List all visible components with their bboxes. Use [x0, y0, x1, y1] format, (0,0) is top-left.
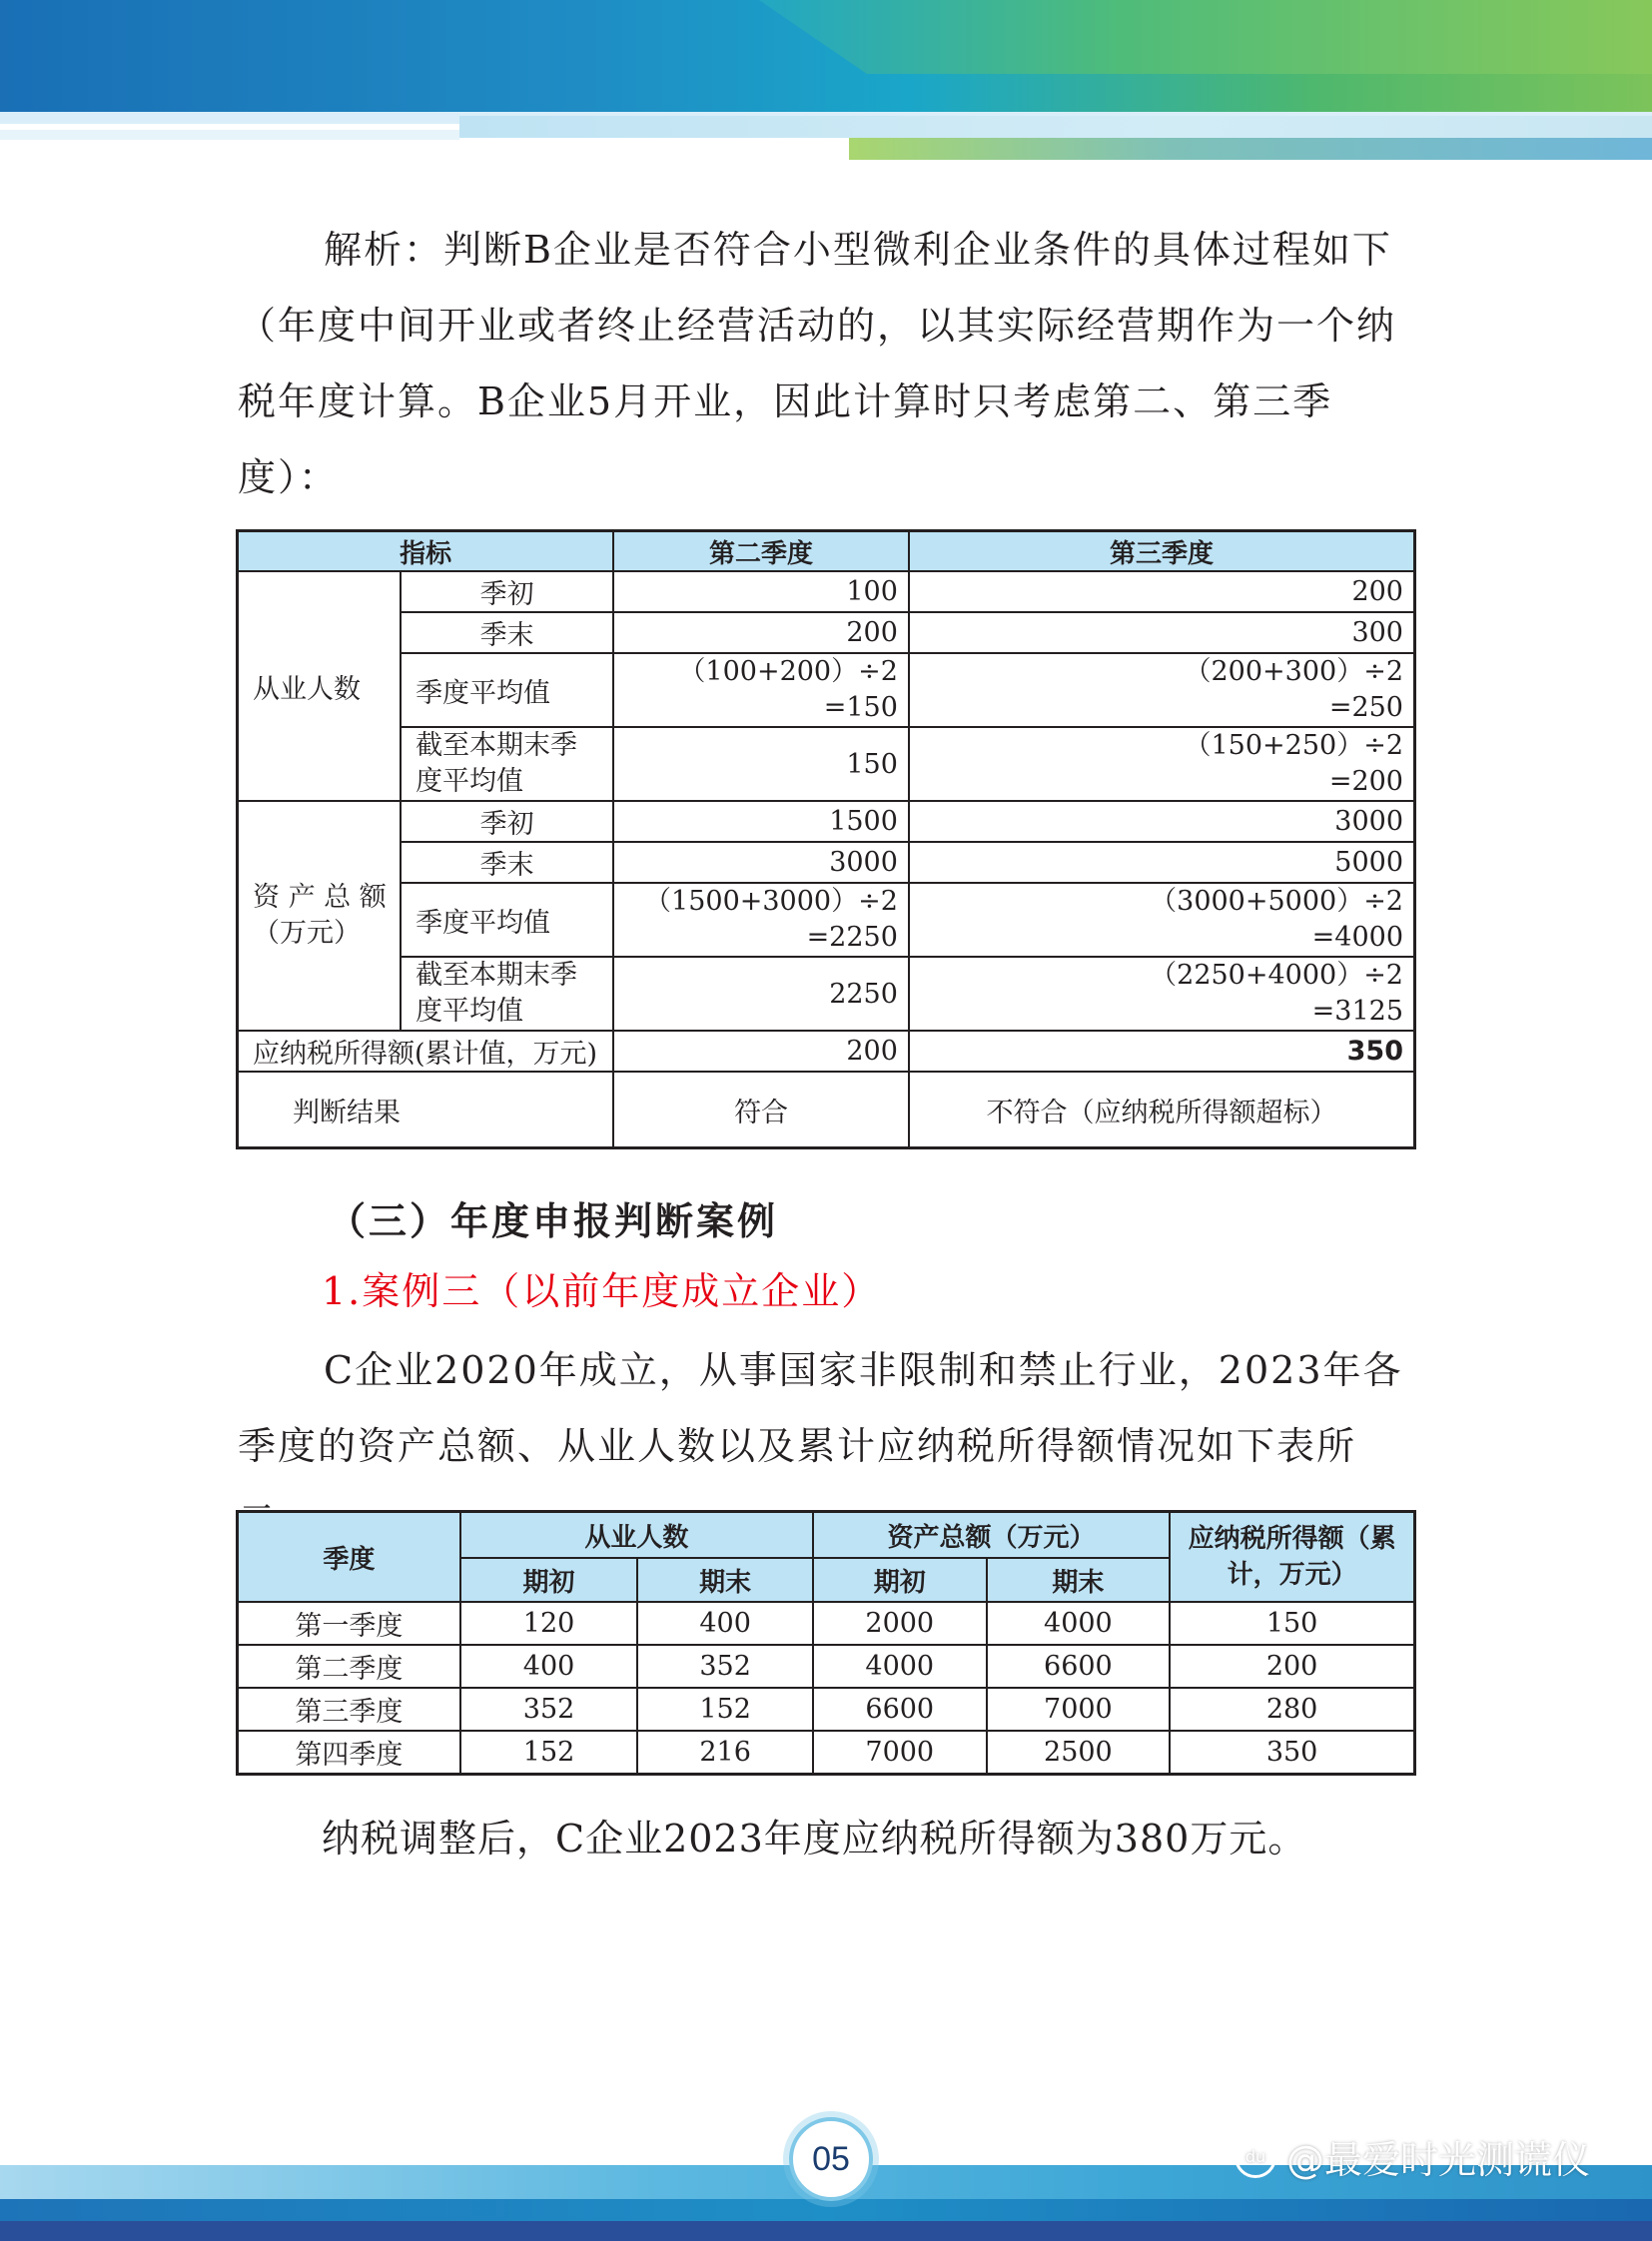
cell-value: 不符合（应纳税所得额超标）: [909, 1072, 1415, 1148]
cell-value: 200: [613, 612, 909, 653]
table-row: [238, 1731, 1415, 1775]
b-company-table: [236, 529, 1416, 1149]
cell-line: =150: [823, 692, 898, 723]
col-header-q3: 第三季度: [909, 531, 1415, 572]
cell-value: [613, 883, 909, 957]
table-header-row: [238, 1512, 1415, 1559]
cell-value: 7000: [987, 1688, 1171, 1731]
cell-value: 6600: [813, 1688, 987, 1731]
col-header-indicator: 指标: [238, 531, 614, 572]
col-header-begin: 期初: [460, 1558, 638, 1602]
cell-value: 152: [637, 1688, 813, 1731]
table-row: [238, 957, 1415, 1031]
group-employees: 从业人数: [238, 571, 402, 801]
header-green-wedge: [759, 0, 1652, 74]
table-header-row: [238, 531, 1415, 572]
closing-paragraph: 纳税调整后，C企业2023年度应纳税所得额为380万元。: [322, 1817, 1307, 1861]
col-header-taxable: [1170, 1512, 1414, 1603]
cell-value: 200: [613, 1031, 909, 1072]
cell-value: 5000: [909, 842, 1415, 883]
row-label: [401, 727, 613, 801]
footer-band: [0, 2199, 1652, 2221]
cell-value: 352: [637, 1645, 813, 1688]
cell-value: [909, 957, 1415, 1031]
cell-line: =4000: [1311, 922, 1403, 953]
cell-line: =250: [1328, 692, 1403, 723]
cell-value: [909, 883, 1415, 957]
c-company-table: [236, 1510, 1416, 1776]
label-line: 截至本期末季: [415, 960, 578, 991]
col-header-end: 期末: [637, 1558, 813, 1602]
cell-value: 152: [460, 1731, 638, 1775]
row-label: 判断结果: [238, 1072, 614, 1148]
row-label: 季末: [401, 612, 613, 653]
cell-value: 150: [613, 727, 909, 801]
cell-value: 1500: [613, 801, 909, 842]
row-label: 季度平均值: [401, 883, 613, 957]
cell-value: 2500: [987, 1731, 1171, 1775]
table-row: [238, 1602, 1415, 1645]
cell-line: =3125: [1311, 996, 1403, 1027]
cell-value: 2250: [613, 957, 909, 1031]
cell-value: 120: [460, 1602, 638, 1645]
intro-paragraph: 解析：判断B企业是否符合小型微利企业条件的具体过程如下（年度中间开业或者终止经营活动的，以其实际经营期作为一个纳税年度计算。B企业5月开业，因此计算时只考虑第二、第三季度）：: [238, 228, 1397, 499]
cell-value: 350: [909, 1031, 1415, 1072]
cell-value: 400: [460, 1645, 638, 1688]
cell-value: 200: [1170, 1645, 1414, 1688]
cell-value: 符合: [613, 1072, 909, 1148]
table-row-result: [238, 1072, 1415, 1148]
label-line: 度平均值: [415, 766, 524, 797]
group-line: （万元）: [253, 918, 361, 949]
col-header-assets: 资产总额（万元）: [813, 1512, 1170, 1559]
row-label: 应纳税所得额(累计值，万元): [238, 1031, 614, 1072]
cell-line: （3000+5000）÷2: [1150, 886, 1403, 917]
col-header-quarter: 季度: [238, 1512, 460, 1603]
row-label: 季初: [401, 801, 613, 842]
section-heading: （三）年度申报判断案例: [328, 1199, 779, 1243]
header-stripe: [0, 130, 459, 140]
cell-value: 216: [637, 1731, 813, 1775]
cell-line: =2250: [806, 922, 898, 953]
cell-line: （1500+3000）÷2: [644, 886, 898, 917]
cell-line: （150+250）÷2: [1184, 730, 1403, 761]
cell-value: 3000: [613, 842, 909, 883]
cell-value: 100: [613, 571, 909, 612]
col-header-q2: 第二季度: [613, 531, 909, 572]
cell-quarter: 第三季度: [238, 1688, 460, 1731]
cell-value: [909, 653, 1415, 727]
row-label: [401, 957, 613, 1031]
cell-value: 6600: [987, 1645, 1171, 1688]
label-line: 度平均值: [415, 996, 524, 1027]
baidu-paw-icon: du: [1235, 2136, 1276, 2178]
header-band: [0, 0, 1652, 160]
cell-value: 350: [1170, 1731, 1414, 1775]
cell-value: 400: [637, 1602, 813, 1645]
watermark: [1235, 2129, 1590, 2184]
header-stripe: [459, 116, 1652, 138]
header-line: 应纳税所得额（累: [1188, 1524, 1396, 1554]
cell-value: [909, 727, 1415, 801]
col-header-employees: 从业人数: [460, 1512, 813, 1559]
row-label: 季初: [401, 571, 613, 612]
cell-value: 4000: [813, 1645, 987, 1688]
table-row: [238, 1688, 1415, 1731]
cell-value: 150: [1170, 1602, 1414, 1645]
case-paragraph: C企业2020年成立，从事国家非限制和禁止行业，2023年各季度的资产总额、从业人数以及累计应纳税所得额情况如下表所: [238, 1348, 1403, 1468]
cell-line: （100+200）÷2: [678, 656, 898, 687]
table-row: [238, 1645, 1415, 1688]
cell-quarter: 第一季度: [238, 1602, 460, 1645]
cell-line: （200+300）÷2: [1184, 656, 1403, 687]
header-stripe: [849, 138, 1652, 160]
cell-quarter: 第二季度: [238, 1645, 460, 1688]
watermark-text: @最爱时光测谎仪: [1286, 2138, 1591, 2182]
table-row: [238, 653, 1415, 727]
header-line: 计，万元）: [1227, 1560, 1357, 1590]
row-label: 季度平均值: [401, 653, 613, 727]
cell-value: [613, 653, 909, 727]
col-header-end: 期末: [987, 1558, 1171, 1602]
table-row: [238, 883, 1415, 957]
footer-band: [0, 2221, 1652, 2241]
group-assets: [238, 801, 402, 1031]
table-row: [238, 842, 1415, 883]
table-row: [238, 571, 1415, 612]
table-row: [238, 612, 1415, 653]
col-header-begin: 期初: [813, 1558, 987, 1602]
cell-value: 300: [909, 612, 1415, 653]
cell-value: 352: [460, 1688, 638, 1731]
table-row-taxable: [238, 1031, 1415, 1072]
cell-value: 2000: [813, 1602, 987, 1645]
cell-line: （2250+4000）÷2: [1150, 960, 1403, 991]
cell-value: 200: [909, 571, 1415, 612]
label-line: 截至本期末季: [415, 730, 578, 761]
cell-value: 280: [1170, 1688, 1414, 1731]
group-line: 资 产 总 额: [253, 882, 387, 913]
page-number: 05: [789, 2117, 873, 2201]
table-row: [238, 727, 1415, 801]
cell-quarter: 第四季度: [238, 1731, 460, 1775]
row-label: 季末: [401, 842, 613, 883]
cell-value: 4000: [987, 1602, 1171, 1645]
cell-line: =200: [1328, 766, 1403, 797]
table-row: [238, 801, 1415, 842]
cell-value: 3000: [909, 801, 1415, 842]
cell-value: 7000: [813, 1731, 987, 1775]
case-heading: 1.案例三（以前年度成立企业）: [322, 1269, 882, 1313]
